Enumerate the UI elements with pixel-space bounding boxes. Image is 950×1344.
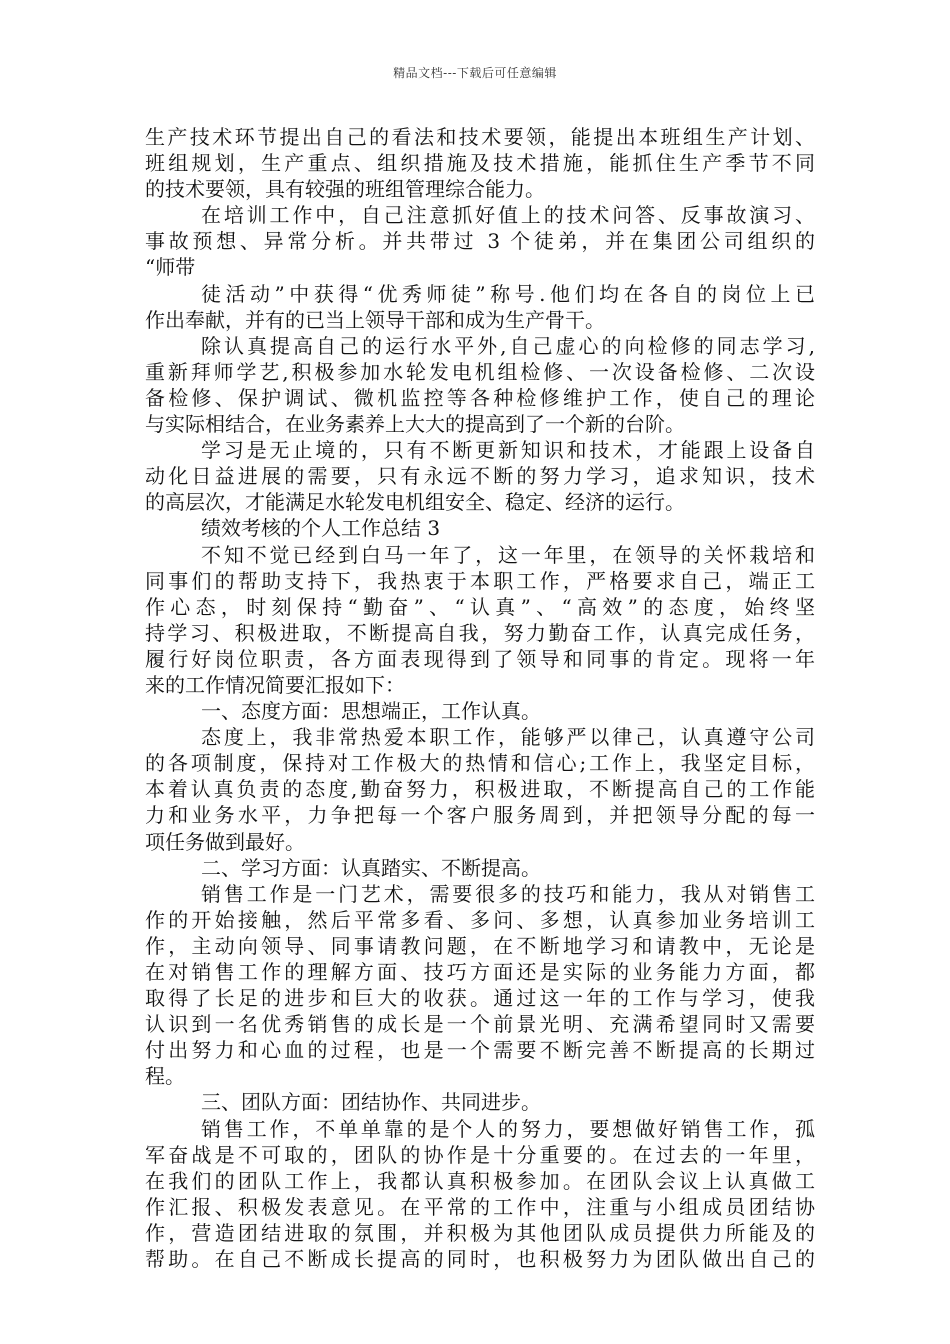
text-line: 事故预想、异常分析。并共带过 3 个徒弟，并在集团公司组织的 <box>145 229 815 254</box>
text-line: 生产技术环节提出自己的看法和技术要领，能提出本班组生产计划、 <box>145 125 815 149</box>
text-line: 三、团队方面：团结协作、共同进步。 <box>201 1090 541 1115</box>
text-line: 班组规划，生产重点、组织措施及技术措施，能抓住生产季节不同 <box>145 151 815 176</box>
text-line: 来的工作情况简要汇报如下： <box>145 672 405 697</box>
text-line: 作心态，时刻保持“勤奋”、“认真”、“高效”的态度，始终坚 <box>145 594 815 619</box>
text-line: “师带 <box>145 255 196 280</box>
text-line: 认识到一名优秀销售的成长是一个前景光明、充满希望同时又需要 <box>145 1012 815 1037</box>
text-line: 绩效考核的个人工作总结 3 <box>201 516 441 541</box>
text-line: 作，主动向领导、同事请教问题，在不断地学习和请教中，无论是 <box>145 933 815 958</box>
text-line: 销售工作，不单单靠的是个人的努力，要想做好销售工作，孤 <box>201 1116 815 1141</box>
text-line: 作汇报、积极发表意见。在平常的工作中，注重与小组成员团结协 <box>145 1194 815 1219</box>
text-line: 不知不觉已经到白马一年了，这一年里，在领导的关怀栽培和 <box>201 542 815 567</box>
text-line: 项任务做到最好。 <box>145 829 305 854</box>
text-line: 一、态度方面：思想端正，工作认真。 <box>201 699 541 724</box>
text-line: 备检修、保护调试、微机监控等各种检修维护工作，使自己的理论 <box>145 385 815 410</box>
text-line: 与实际相结合，在业务素养上大大的提高到了一个新的台阶。 <box>145 412 685 437</box>
text-line: 除认真提高自己的运行水平外,自己虚心的向检修的同志学习, <box>201 333 815 358</box>
text-line: 在我们的团队工作上，我都认真积极参加。在团队会议上认真做工 <box>145 1168 815 1193</box>
text-line: 力和业务水平，力争把每一个客户服务周到，并把领导分配的每一 <box>145 803 815 828</box>
text-line: 同事们的帮助支持下，我热衷于本职工作，严格要求自己，端正工 <box>145 568 815 593</box>
text-line: 徒活动”中获得“优秀师徒”称号.他们均在各自的岗位上已 <box>201 281 815 306</box>
text-line: 态度上，我非常热爱本职工作，能够严以律己，认真遵守公司 <box>201 725 815 750</box>
page-header: 精品文档---下载后可任意编辑 <box>393 66 557 80</box>
document-body <box>145 124 815 1272</box>
text-line: 军奋战是不可取的，团队的协作是十分重要的。在过去的一年里， <box>145 1142 815 1167</box>
text-line: 取得了长足的进步和巨大的收获。通过这一年的工作与学习，使我 <box>145 986 815 1011</box>
text-line: 付出努力和心血的过程，也是一个需要不断完善不断提高的长期过 <box>145 1038 815 1063</box>
text-line: 学习是无止境的，只有不断更新知识和技术，才能跟上设备自 <box>201 438 815 463</box>
text-line: 帮助。在自己不断成长提高的同时，也积极努力为团队做出自己的 <box>145 1247 815 1272</box>
text-line: 程。 <box>145 1064 185 1089</box>
text-line: 在培训工作中，自己注意抓好值上的技术问答、反事故演习、 <box>201 203 815 228</box>
text-line: 作出奉献，并有的已当上领导干部和成为生产骨干。 <box>145 307 605 332</box>
text-line: 本着认真负责的态度,勤奋努力，积极进取，不断提高自己的工作能 <box>145 777 815 802</box>
text-line: 履行好岗位职责，各方面表现得到了领导和同事的肯定。现将一年 <box>145 646 815 671</box>
text-line: 作，营造团结进取的氛围，并积极为其他团队成员提供力所能及的 <box>145 1220 815 1245</box>
text-line: 销售工作是一门艺术，需要很多的技巧和能力，我从对销售工 <box>201 881 815 906</box>
text-line: 的各项制度，保持对工作极大的热情和信心;工作上，我坚定目标， <box>145 751 815 776</box>
text-line: 动化日益进展的需要，只有永远不断的努力学习，追求知识，技术 <box>145 464 815 489</box>
text-line: 重新拜师学艺,积极参加水轮发电机组检修、一次设备检修、二次设 <box>145 359 815 384</box>
text-line: 二、学习方面：认真踏实、不断提高。 <box>201 855 541 880</box>
text-line: 的高层次，才能满足水轮发电机组安全、稳定、经济的运行。 <box>145 490 685 515</box>
text-line: 的技术要领，具有较强的班组管理综合能力。 <box>145 177 545 202</box>
text-line: 在对销售工作的理解方面、技巧方面还是实际的业务能力方面，都 <box>145 960 815 984</box>
text-line: 作的开始接触，然后平常多看、多问、多想，认真参加业务培训工 <box>145 907 815 932</box>
text-line: 持学习、积极进取，不断提高自我，努力勤奋工作，认真完成任务， <box>145 620 815 645</box>
